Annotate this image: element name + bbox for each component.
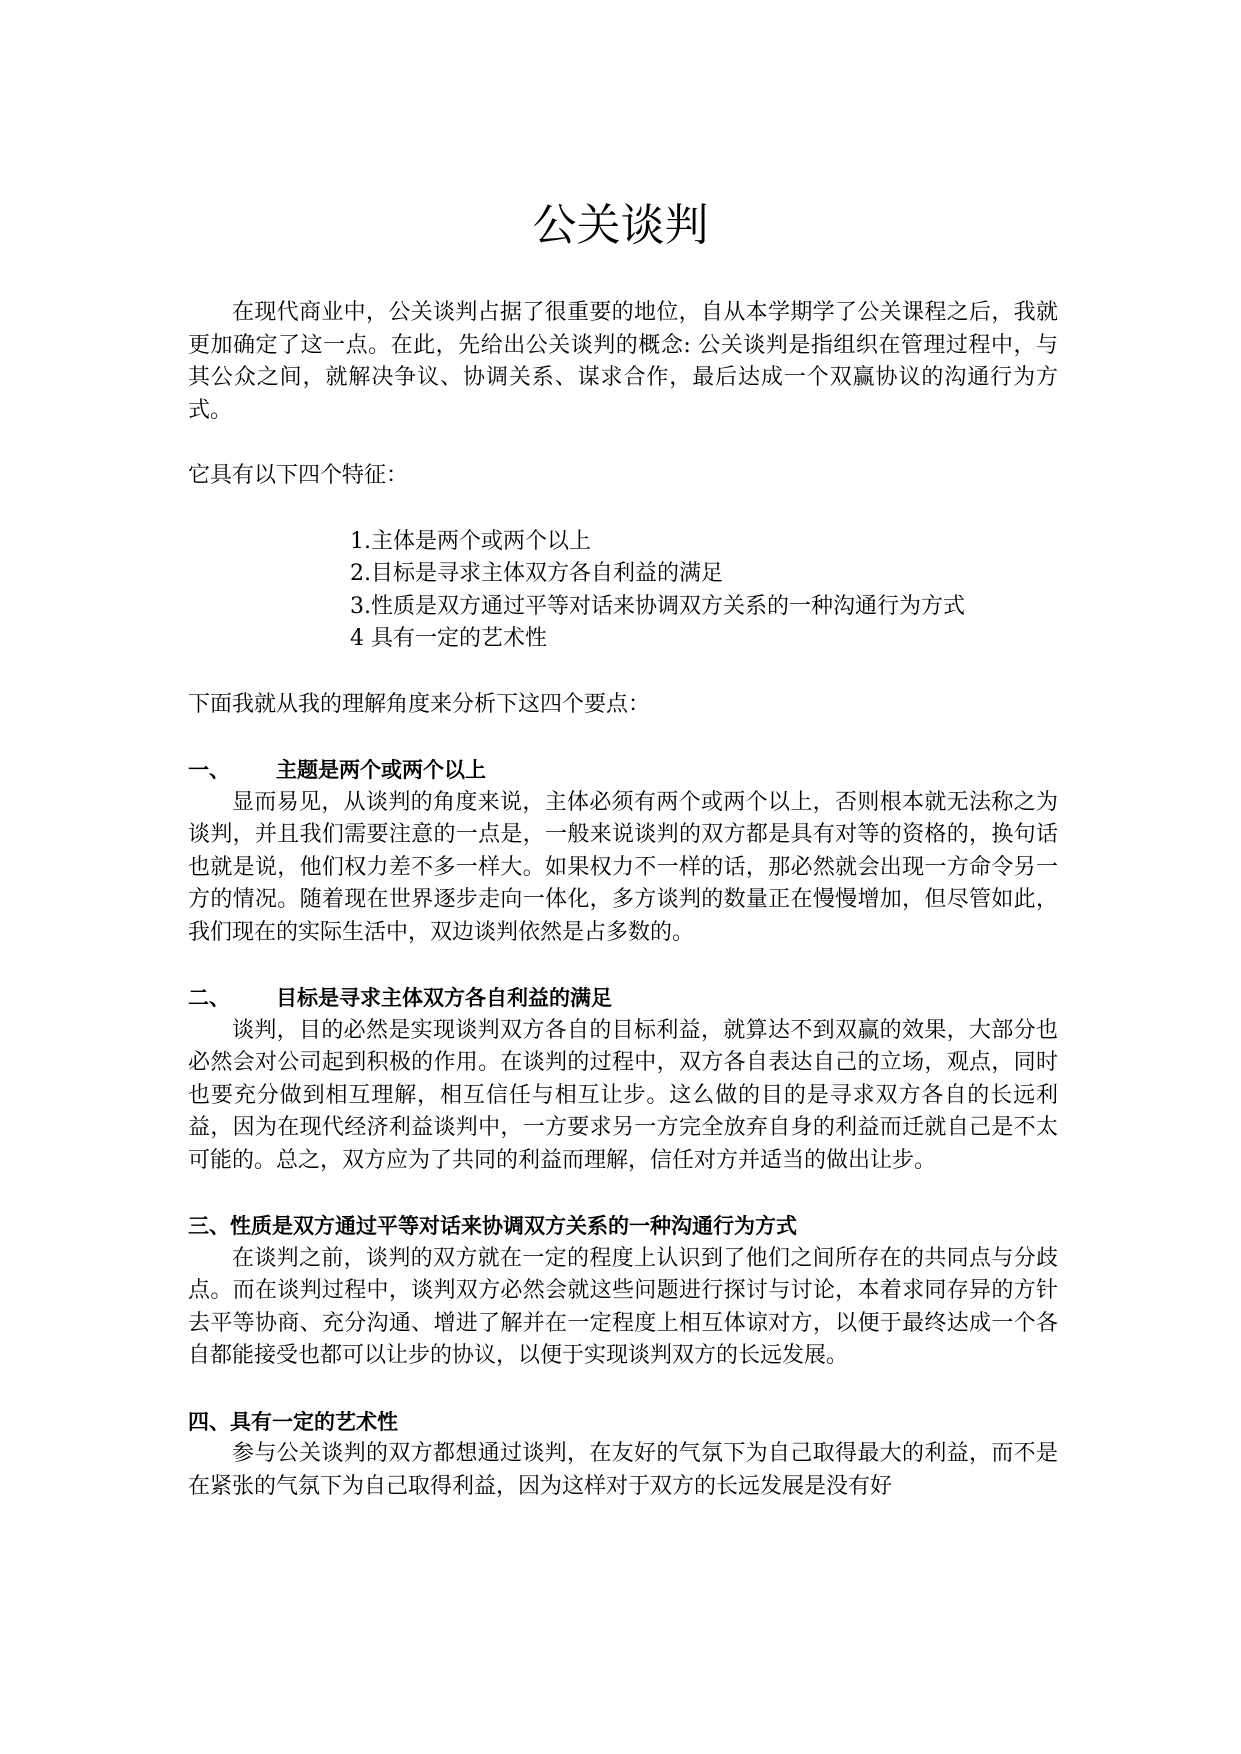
section-heading-text: 具有一定的艺术性 [230, 1409, 398, 1434]
document-body [188, 297, 1058, 1503]
analysis-intro: 下面我就从我的理解角度来分析下这四个要点： [188, 691, 651, 717]
section-number: 三、 [188, 1214, 230, 1238]
section-body: 参与公关谈判的双方都想通过谈判，在友好的气氛下为自己取得最大的利益，而不是在紧张的气氛下为自己取得利益，因为这样对于双方的长远发展是没有好 [188, 1441, 1058, 1499]
feature-item: 2.目标是寻求主体双方各自利益的满足 [350, 561, 723, 586]
section-heading [188, 1210, 1058, 1243]
section-1 [188, 754, 1058, 949]
section-body: 显而易见，从谈判的角度来说，主体必须有两个或两个以上，否则根本就无法称之为谈判，并且我们需要注意的一点是，一般来说谈判的双方都是具有对等的资格的，换句话也就是说，他们权力差不多一样大。如果权力不一样的话，那必然就会出现一方命令另一方的情况。随着现在世界逐步走向一体化，多方谈判的数量正在慢慢增加，但尽管如此，我们现在的实际生活中，双边谈判依然是占多数的。 [188, 789, 1058, 945]
section-heading-text: 目标是寻求主体双方各自利益的满足 [276, 986, 612, 1010]
feature-item: 3.性质是双方通过平等对话来协调双方关系的一种沟通行为方式 [350, 593, 965, 619]
section-number: 一、 [188, 758, 230, 782]
section-2 [188, 982, 1058, 1177]
document-title: 公关谈判 [532, 200, 709, 251]
section-heading [188, 754, 1058, 787]
section-number: 四、 [188, 1409, 230, 1434]
feature-list [188, 526, 1058, 656]
feature-item: 4 具有一定的艺术性 [350, 626, 547, 651]
feature-item: 1.主体是两个或两个以上 [350, 528, 591, 554]
section-body: 在谈判之前，谈判的双方就在一定的程度上认识到了他们之间所存在的共同点与分歧点。而在谈判过程中，谈判双方必然会就这些问题进行探讨与讨论，本着求同存异的方针去平等协商、充分沟通、增进了解并在一定程度上相互体谅对方，以便于最终达成一个各自都能接受也都可以让步的协议，以便于实现谈判双方的长远发展。 [188, 1245, 1058, 1368]
section-heading-text: 性质是双方通过平等对话来协调双方关系的一种沟通行为方式 [230, 1214, 797, 1238]
section-heading [188, 982, 1058, 1015]
section-body: 谈判，目的必然是实现谈判双方各自的目标利益，就算达不到双赢的效果，大部分也必然会对公司起到积极的作用。在谈判的过程中，双方各自表达自己的立场，观点，同时也要充分做到相互理解，相互信任与相互让步。这么做的目的是寻求双方各自的长远利益，因为在现代经济利益谈判中，一方要求另一方完全放弃自身的利益而迁就自己是不太可能的。总之，双方应为了共同的利益而理解，信任对方并适当的做出让步。 [188, 1017, 1058, 1173]
intro-paragraph: 在现代商业中，公关谈判占据了很重要的地位，自从本学期学了公关课程之后，我就更加确定了这一点。在此，先给出公关谈判的概念: 公关谈判是指组织在管理过程中，与其公众之间，就解决争议、协调关系、谋求合作，最后达成一个双赢协议的沟通行为方式。 [188, 300, 1058, 423]
features-intro: 它具有以下四个特征： [188, 463, 409, 488]
section-heading [188, 1406, 1058, 1439]
section-number: 二、 [188, 986, 230, 1010]
section-4 [188, 1406, 1058, 1504]
section-heading-text: 主题是两个或两个以上 [276, 758, 486, 782]
section-3 [188, 1210, 1058, 1373]
